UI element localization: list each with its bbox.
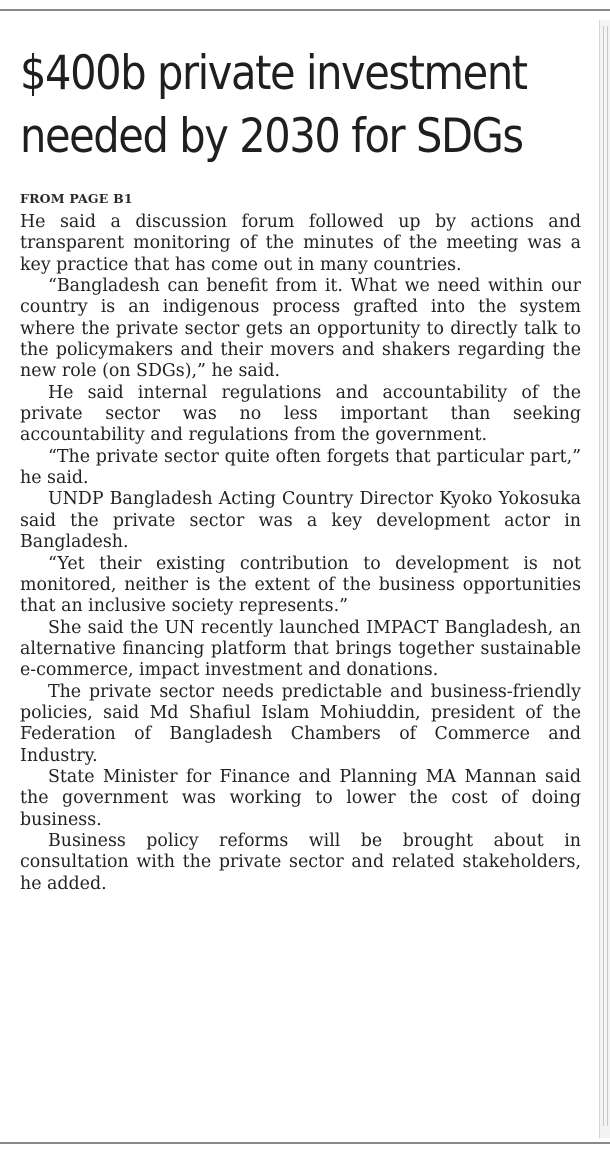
paragraph: UNDP Bangladesh Acting Country Director Kyoko Yokosuka said the private sector was a key development actor in Bangladesh.	[20, 489, 581, 553]
vertical-scrollbar[interactable]	[599, 20, 610, 1138]
scrollbar-thumb[interactable]	[603, 26, 608, 1126]
paragraph: Business policy reforms will be brought about in consultation with the private sector and related stakeholders, he added.	[20, 830, 581, 894]
paragraph: “Yet their existing contribution to development is not monitored, neither is the extent of the business opportunities that an inclusive society represents.”	[20, 553, 581, 617]
bottom-divider	[0, 1142, 610, 1144]
paragraph: She said the UN recently launched IMPACT Bangladesh, an alternative financing platform that brings together sustainable e-commerce, impact investment and donations.	[20, 617, 581, 681]
paragraph: The private sector needs predictable and business-friendly policies, said Md Shafiul Islam Mohiuddin, president of the Federation of Bangladesh Chambers of Commerce and Industry.	[20, 681, 581, 766]
headline-line-2: needed by 2030 for SDGs	[20, 109, 523, 164]
paragraph: “Bangladesh can benefit from it. What we need within our country is an indigenous process grafted into the system where the private sector gets an opportunity to directly talk to the policymakers and their movers and shakers regarding the new role (on SDGs),” he said.	[20, 276, 581, 382]
headline-line-1: $400b private investment	[20, 46, 527, 101]
paragraph: He said internal regulations and accountability of the private sector was no less important than seeking accountability and regulations from the government.	[20, 382, 581, 446]
article-body	[20, 212, 581, 895]
paragraph: “The private sector quite often forgets that particular part,” he said.	[20, 446, 581, 489]
top-divider	[0, 9, 610, 11]
paragraph: He said a discussion forum followed up by actions and transparent monitoring of the minutes of the meeting was a key practice that has come out in many countries.	[20, 212, 581, 275]
paragraph: State Minister for Finance and Planning MA Mannan said the government was working to lower the cost of doing business.	[20, 766, 581, 830]
jump-label: FROM PAGE B1	[20, 191, 133, 206]
article-headline	[20, 42, 533, 168]
